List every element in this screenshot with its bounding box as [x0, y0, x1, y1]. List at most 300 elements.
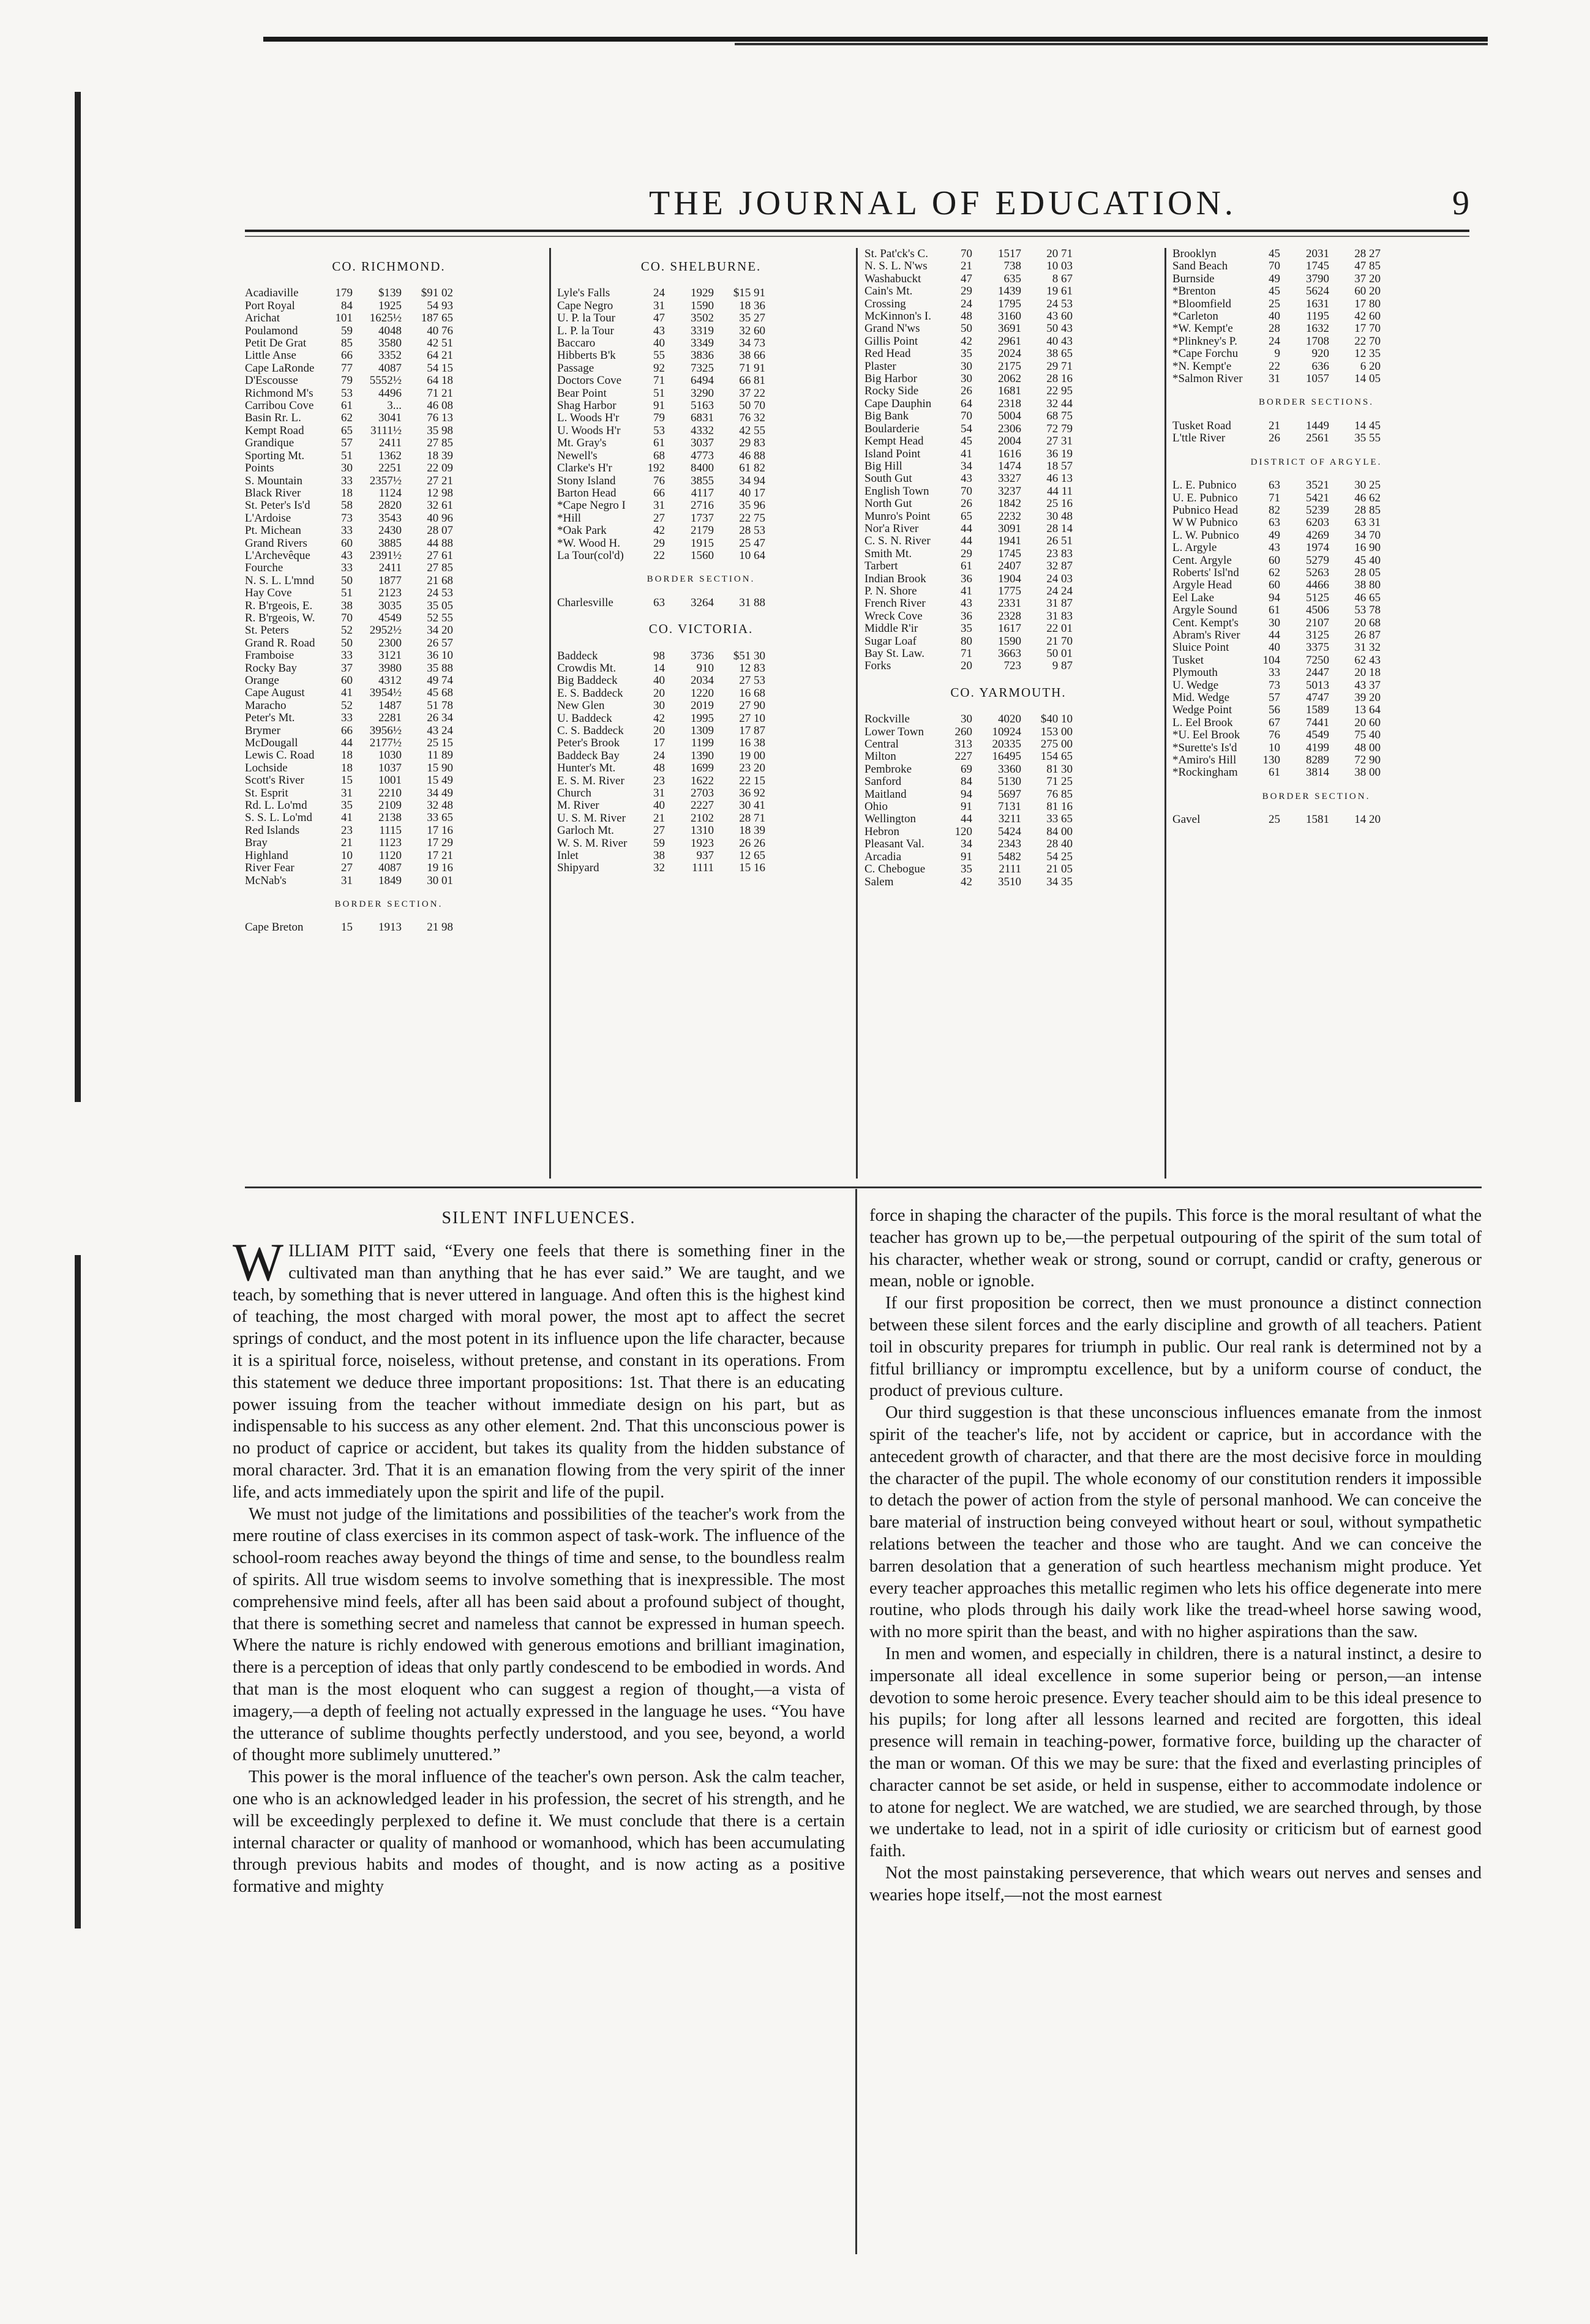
table-row [864, 310, 1152, 323]
section-name: Cape Dauphin [864, 397, 932, 410]
section-name: Baccaro [557, 337, 596, 350]
table-row [245, 337, 533, 350]
section-name: C. Chebogue [864, 863, 926, 876]
section-name: Hibberts B'k [557, 350, 616, 362]
teacher-count: 33 [341, 649, 353, 662]
article-paragraph: We must not judge of the limitations and possibilities of the teacher's work from the mere routine of class exercises in its common aspect of task-work. The influence of the school-room reaches away beyond the things of time and sense, to the boundless realm of spirits. All true wisdom seems to involve something that is inexpressible. The most comprehensive mind feels, after all has been said about a profound subject of thought, that there is something secret and nameless that cannot be expressed in human speech. Where the nature is richly endowed with generous emotions and brilliant imagination, there is a perception of ideas that only partly condescend to be embodied in words. And that man is the most eloquent who can suggest a region of thought,—a vista of imagery,—a depth of feeling not actually expressed in the language he uses. “You have the utterance of sublime thoughts perfectly understood, and you see, beyond, a world of thought more sublimely unuttered.” [233, 1504, 845, 1765]
table-row [864, 511, 1152, 523]
teacher-count: 22 [653, 549, 665, 562]
table-row [1172, 479, 1460, 492]
attendance: 6203 [1306, 516, 1329, 530]
attendance: 2300 [378, 636, 402, 650]
attendance: 1849 [378, 874, 402, 887]
attendance: 2031 [1306, 247, 1329, 260]
teacher-count: 60 [1269, 579, 1280, 592]
table-row [864, 560, 1152, 572]
teacher-count: 101 [335, 312, 353, 325]
table-caption: CO. YARMOUTH. [950, 684, 1067, 700]
grant-amount: 31 87 [1046, 597, 1073, 610]
grant-amount: 25 15 [427, 737, 453, 750]
attendance: 2138 [378, 811, 402, 825]
attendance: 4087 [378, 361, 402, 375]
attendance: 2210 [378, 786, 402, 800]
teacher-count: 24 [653, 287, 665, 300]
grant-amount: 16 68 [739, 686, 765, 700]
table-row [557, 487, 845, 500]
section-name: La Tour(col'd) [557, 549, 624, 562]
attendance: 8400 [691, 462, 714, 475]
table-row [1172, 667, 1460, 679]
attendance: 2109 [378, 799, 402, 812]
attendance: 3691 [998, 322, 1021, 335]
section-name: Wreck Cove [864, 610, 923, 623]
table-row [557, 450, 845, 462]
attendance: 1681 [998, 384, 1021, 398]
section-name: Roberts' Isl'nd [1172, 566, 1239, 579]
section-name: Pubnico Head [1172, 504, 1239, 517]
section-name: U. Woods H'r [557, 424, 621, 437]
attendance: 4773 [691, 449, 714, 462]
attendance: 3041 [378, 411, 402, 425]
teacher-count: 51 [653, 386, 665, 400]
attendance: 1913 [378, 921, 402, 934]
teacher-count: 70 [961, 484, 972, 498]
article-left-column [233, 1200, 845, 1898]
teacher-count: 44 [341, 737, 353, 750]
grant-amount: 46 08 [427, 399, 453, 413]
section-name: Kempt Road [245, 424, 304, 437]
table-row [1172, 567, 1460, 579]
attendance: 6831 [691, 411, 714, 425]
teacher-count: 9 [1274, 347, 1280, 361]
attendance: 1842 [998, 497, 1021, 511]
section-name: *N. Kempt'e [1172, 360, 1232, 373]
table-row [245, 825, 533, 837]
article-paragraph: Our third suggestion is that these unconscious influences emanate from the inmost spirit of the teacher's life, not by accident or caprice, but in accordance with the antecedent growth of character, and that there are the most decisive force in moulding the character of the pupil. The whole economy of our constitution renders it impossible to detach the power of action from the style of personal manhood. We can conceive the bare material of instruction being conveyed without heart or soul, without sympathetic relations between the teacher and those who are taught. And we can conceive the barren desolation that a generation of such heartless mechanism might produce. Yet every teacher approaches this metallic regimen who lets his office degenerate into mere routine, who plods through his daily work like the tread-wheel horse sawing wood, with no more spirit than the beast, and with no higher aspirations than the saw. [869, 1403, 1482, 1642]
section-name: Plymouth [1172, 667, 1218, 680]
attendance: 2952½ [369, 624, 402, 637]
teacher-count: 24 [1269, 334, 1280, 348]
grant-amount: 64 18 [427, 374, 453, 388]
teacher-count: 55 [653, 349, 665, 362]
table-row [557, 700, 845, 712]
table-row [557, 300, 845, 312]
teacher-count: 51 [341, 587, 353, 600]
grant-amount: 40 17 [739, 486, 765, 500]
attendance: 2328 [998, 609, 1021, 623]
grant-amount: 38 66 [739, 349, 765, 362]
table-row [1172, 310, 1460, 323]
teacher-count: 130 [1262, 754, 1280, 767]
grant-amount: 31 88 [739, 596, 765, 609]
section-name: Shag Harbor [557, 400, 617, 413]
teacher-count: 50 [961, 322, 972, 335]
table-row [1172, 285, 1460, 298]
attendance: 2004 [998, 435, 1021, 448]
teacher-count: 24 [653, 749, 665, 762]
teacher-count: 48 [961, 310, 972, 323]
attendance: 5125 [1306, 591, 1329, 604]
teacher-count: 42 [653, 524, 665, 538]
section-name: Rocky Side [864, 385, 919, 398]
grant-amount: 38 00 [1354, 766, 1381, 779]
table-caption: DISTRICT OF ARGYLE. [1250, 457, 1382, 467]
table-row [245, 650, 533, 662]
attendance: 1309 [691, 724, 714, 737]
statistics-tables [245, 242, 1482, 1185]
section-name: Central [864, 738, 899, 751]
top-border-rule-secondary [735, 43, 1488, 45]
grant-amount: 8 67 [1052, 272, 1073, 285]
table-row [1172, 555, 1460, 567]
grant-amount: 50 70 [739, 399, 765, 413]
teacher-count: 35 [961, 622, 972, 635]
section-name: Cain's Mt. [864, 285, 913, 298]
grant-amount: 15 16 [739, 861, 765, 875]
section-name: Shipyard [557, 862, 599, 875]
teacher-count: 25 [1269, 297, 1280, 310]
grant-amount: 26 57 [427, 636, 453, 650]
attendance: 920 [1311, 347, 1329, 361]
attendance: 3264 [691, 596, 714, 609]
section-name: Rocky Bay [245, 662, 297, 675]
grant-amount: 23 20 [739, 762, 765, 775]
teacher-count: 260 [954, 725, 972, 738]
grant-amount: 76 13 [427, 411, 453, 425]
grant-amount: 17 16 [427, 823, 453, 837]
article-paragraph: WILLIAM PITT said, “Every one feels that there is something finer in the cultivated man than anything that he has ever said.” We are taught, and we teach, by something that is never uttered in language. And often this is the highest kind of teaching, the most charged with moral power, the most apt to affect the secret springs of conduct, and the most potent in its influence upon the life character, because it is a spiritual force, noiseless, without pretense, and constant in its operations. From this statement we deduce three important propositions: 1st. That there is an educating power issuing from the teacher without immediate design on his part, but as indispensable to his success as any other element. 2nd. That this unconscious power is no product of caprice or accident, but takes its quality from the hidden substance of moral character. 3rd. That it is an emanation flowing from the very spirit of the inner life, and acts immediately upon the spirit and life of the pupil. [233, 1233, 845, 1502]
attendance: 5421 [1306, 491, 1329, 504]
table-row [864, 751, 1152, 763]
grant-amount: 22 95 [1046, 384, 1073, 398]
attendance: 1737 [691, 511, 714, 525]
grant-amount: 28 14 [1046, 522, 1073, 535]
attendance: 3836 [691, 349, 714, 362]
table-row [245, 550, 533, 562]
teacher-count: 79 [341, 374, 353, 388]
section-name: U. P. la Tour [557, 312, 615, 325]
table-row [245, 662, 533, 675]
attendance: 5624 [1306, 285, 1329, 298]
teacher-count: 76 [653, 474, 665, 487]
grant-amount: 20 68 [1354, 616, 1381, 629]
grant-amount: 27 31 [1046, 435, 1073, 448]
grant-amount: 36 10 [427, 649, 453, 662]
section-name: Charlesville [557, 596, 613, 609]
section-name: Scott's River [245, 774, 304, 787]
table-row [1172, 754, 1460, 767]
section-name: Hebron [864, 825, 899, 838]
attendance: 3319 [691, 324, 714, 337]
teacher-count: 61 [653, 437, 665, 450]
grant-amount: 28 16 [1046, 372, 1073, 386]
grant-amount: 25 47 [739, 536, 765, 550]
section-name: Kempt Head [864, 435, 924, 448]
grant-amount: 30 25 [1354, 479, 1381, 492]
grant-amount: 37 22 [739, 386, 765, 400]
table-row [864, 435, 1152, 448]
table-row [557, 500, 845, 512]
table-row [245, 575, 533, 587]
grant-amount: 31 83 [1046, 609, 1073, 623]
attendance: 1708 [1306, 334, 1329, 348]
grant-amount: 29 71 [1046, 359, 1073, 373]
table-row [245, 787, 533, 800]
teacher-count: 38 [653, 849, 665, 863]
section-name: U. Wedge [1172, 679, 1219, 692]
teacher-count: 63 [1269, 516, 1280, 530]
attendance: 10924 [992, 725, 1021, 738]
grant-amount: 46 65 [1354, 591, 1381, 604]
table-row [557, 597, 845, 609]
table-row [245, 675, 533, 687]
grant-amount: 15 49 [427, 774, 453, 787]
table-row [864, 385, 1152, 397]
section-name: Cent. Kempt's [1172, 617, 1239, 629]
table-row [1172, 260, 1460, 272]
section-name: L. P. la Tour [557, 324, 614, 337]
table-row [557, 350, 845, 362]
teacher-count: 61 [961, 560, 972, 573]
table-row [864, 260, 1152, 272]
article-title: SILENT INFLUENCES. [441, 1209, 636, 1228]
section-name: R. B'rgeois, E. [245, 599, 313, 612]
teacher-count: 80 [961, 634, 972, 648]
table-row [1172, 420, 1460, 432]
section-name: Middle R'ir [864, 623, 918, 635]
attendance: 4549 [378, 611, 402, 624]
attendance: 2331 [998, 597, 1021, 610]
attendance: 2306 [998, 422, 1021, 435]
teacher-count: 27 [653, 511, 665, 525]
teacher-count: 36 [961, 572, 972, 585]
section-name: L'Ardoise [245, 512, 291, 525]
section-name: *Oak Park [557, 525, 607, 538]
table-row [1172, 654, 1460, 667]
table-row [864, 623, 1152, 635]
table-row [245, 862, 533, 874]
grant-amount: $15 91 [733, 287, 765, 300]
teacher-count: 40 [1269, 641, 1280, 654]
table-row [1172, 248, 1460, 260]
teacher-count: 41 [341, 811, 353, 825]
section-name: Wellington [864, 813, 916, 826]
table-row [245, 850, 533, 862]
teacher-count: 31 [653, 787, 665, 800]
section-name: Passage [557, 362, 594, 375]
section-name: Sluice Point [1172, 642, 1229, 654]
section-name: McKinnon's I. [864, 310, 931, 323]
grant-amount: 21 05 [1046, 863, 1073, 876]
table-row [557, 550, 845, 562]
attendance: 2281 [378, 711, 402, 725]
teacher-count: 34 [961, 838, 972, 851]
teacher-count: 192 [647, 462, 665, 475]
section-name: McNab's [245, 874, 287, 887]
grant-amount: 14 45 [1354, 419, 1381, 432]
table-row [245, 637, 533, 650]
grant-amount: 43 24 [427, 724, 453, 737]
section-name: *Salmon River [1172, 373, 1243, 386]
grant-amount: 71 25 [1046, 775, 1073, 789]
teacher-count: 21 [961, 260, 972, 273]
teacher-count: 26 [961, 497, 972, 511]
table-row [1172, 742, 1460, 754]
attendance: 5697 [998, 787, 1021, 801]
article-paragraph: Not the most painstaking perseverence, that which wears out nerves and senses and wearies hope itself,—not the most earnest [869, 1863, 1482, 1905]
table-row [864, 485, 1152, 498]
attendance: 5552½ [369, 374, 402, 388]
teacher-count: 92 [653, 361, 665, 375]
teacher-count: 40 [653, 337, 665, 350]
grant-amount: 36 92 [739, 787, 765, 800]
attendance: 3211 [998, 812, 1021, 826]
section-name: Little Anse [245, 350, 296, 362]
teacher-count: 24 [961, 297, 972, 310]
table-caption: BORDER SECTIONS. [1258, 397, 1374, 408]
teacher-count: 44 [961, 522, 972, 535]
table-row [245, 587, 533, 599]
section-name: Black River [245, 487, 301, 500]
table-caption: CO. RICHMOND. [332, 259, 446, 274]
section-name: Wedge Point [1172, 704, 1232, 717]
section-name: Grand N'ws [864, 323, 920, 335]
section-name: Grandique [245, 437, 294, 450]
grant-amount: 68 75 [1046, 410, 1073, 423]
section-name: Abram's River [1172, 629, 1240, 642]
attendance: 1220 [691, 686, 714, 700]
table-row [864, 335, 1152, 348]
table-row [245, 287, 533, 299]
section-name: E. S. M. River [557, 774, 624, 787]
teacher-count: 53 [653, 424, 665, 437]
grant-amount: 19 61 [1046, 285, 1073, 298]
attendance: 2019 [691, 699, 714, 713]
table-row [245, 737, 533, 749]
grant-amount: 29 83 [739, 437, 765, 450]
section-name: Crossing [864, 298, 906, 310]
section-name: L. E. Pubnico [1172, 479, 1237, 492]
teacher-count: 28 [1269, 322, 1280, 335]
table-row [864, 423, 1152, 435]
section-name: C. S. N. River [864, 535, 931, 548]
grant-amount: 52 55 [427, 611, 453, 624]
grant-amount: 32 61 [427, 499, 453, 512]
table-row [864, 361, 1152, 373]
grant-amount: 76 32 [739, 411, 765, 425]
section-name: Richmond M's [245, 387, 313, 400]
table-row [557, 750, 845, 762]
table-row [557, 475, 845, 487]
attendance: 4549 [1306, 729, 1329, 742]
table-row [864, 348, 1152, 360]
teacher-count: 44 [1269, 628, 1280, 642]
section-name: Lochside [245, 762, 288, 774]
grant-amount: 24 53 [427, 587, 453, 600]
grant-amount: 40 96 [427, 511, 453, 525]
teacher-count: 66 [653, 486, 665, 500]
section-name: L'ttle River [1172, 432, 1226, 445]
section-name: Brooklyn [1172, 248, 1217, 260]
grant-amount: 21 68 [427, 574, 453, 587]
section-name: Newell's [557, 449, 598, 462]
attendance: 5263 [1306, 566, 1329, 579]
teacher-count: 69 [961, 762, 972, 776]
attendance: 7250 [1306, 653, 1329, 667]
grant-amount: 36 19 [1046, 447, 1073, 460]
teacher-count: 91 [653, 399, 665, 413]
attendance: 1877 [378, 574, 402, 587]
table-row [245, 612, 533, 624]
journal-title: THE JOURNAL OF EDUCATION. [649, 184, 1237, 222]
article-column-divider [855, 1189, 857, 2254]
grant-amount: 75 40 [1354, 729, 1381, 742]
section-name: Red Islands [245, 824, 300, 837]
grant-amount: 71 21 [427, 386, 453, 400]
attendance: 6494 [691, 374, 714, 388]
attendance: 1199 [691, 737, 714, 750]
attendance: 2024 [998, 347, 1021, 361]
teacher-count: 120 [954, 825, 972, 838]
attendance: 1923 [691, 836, 714, 850]
attendance: 5482 [998, 850, 1021, 863]
table-row [557, 388, 845, 400]
section-name: W. S. M. River [557, 837, 628, 850]
section-name: Maracho [245, 699, 287, 712]
teacher-count: 94 [1269, 591, 1280, 604]
attendance: 1590 [691, 299, 714, 312]
section-name: L'Archevêque [245, 549, 310, 562]
table-row [245, 525, 533, 537]
teacher-count: 43 [1269, 541, 1280, 555]
grant-amount: 30 01 [427, 874, 453, 887]
teacher-count: 14 [653, 661, 665, 675]
attendance: 1439 [998, 285, 1021, 298]
grant-amount: 11 89 [427, 749, 453, 762]
teacher-count: 33 [341, 524, 353, 538]
table-row [864, 285, 1152, 298]
teacher-count: 61 [1269, 604, 1280, 617]
teacher-count: 27 [653, 824, 665, 838]
attendance: 2318 [998, 397, 1021, 410]
teacher-count: 313 [954, 738, 972, 751]
table-shelburne [557, 260, 845, 875]
table-row [1172, 592, 1460, 604]
grant-amount: 27 85 [427, 437, 453, 450]
table-row [1172, 504, 1460, 517]
attendance: 4312 [378, 674, 402, 687]
section-name: Nor'a River [864, 522, 919, 535]
grant-amount: 34 35 [1046, 875, 1073, 888]
table-row [864, 373, 1152, 385]
teacher-count: 21 [1269, 419, 1280, 432]
attendance: 1589 [1306, 703, 1329, 717]
table-row [245, 774, 533, 787]
grant-amount: 46 88 [739, 449, 765, 462]
table-row [557, 713, 845, 725]
table-row [1172, 814, 1460, 826]
attendance: 1941 [998, 534, 1021, 548]
table-row [245, 325, 533, 337]
attendance: 1632 [1306, 322, 1329, 335]
table-row [245, 538, 533, 550]
grant-amount: 43 37 [1354, 678, 1381, 692]
table-row [557, 662, 845, 675]
teacher-count: 48 [653, 762, 665, 775]
teacher-count: 71 [653, 374, 665, 388]
grant-amount: 17 29 [427, 836, 453, 850]
attendance: 3580 [378, 337, 402, 350]
